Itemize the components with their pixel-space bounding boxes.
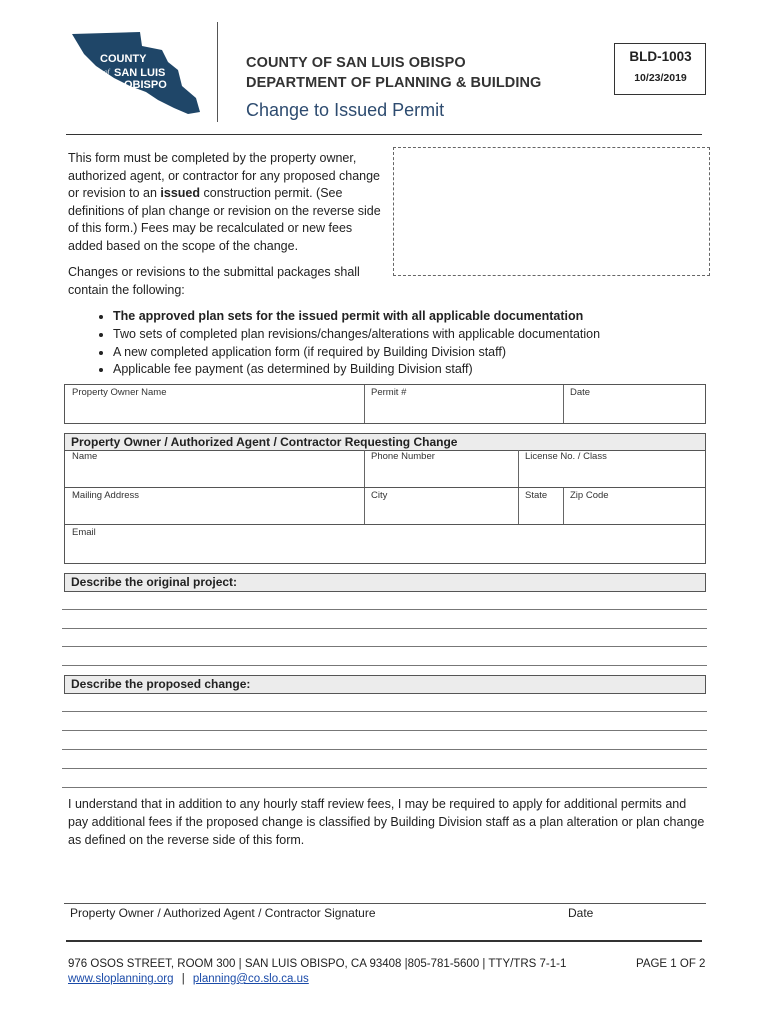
requester-row-1 xyxy=(64,450,706,488)
contains-paragraph: Changes or revisions to the submittal packages shall contain the following: xyxy=(68,265,360,297)
proposed-line[interactable] xyxy=(62,730,707,731)
list-item: • The approved plan sets for the issued permit with all applicable documentation xyxy=(113,308,733,326)
footer-links xyxy=(68,973,309,985)
form-title: Change to Issued Permit xyxy=(246,100,445,120)
original-line[interactable] xyxy=(62,609,707,610)
email-link[interactable]: planning@co.slo.ca.us xyxy=(192,973,309,985)
zip-label: Zip Code xyxy=(570,490,609,501)
list-item: • Two sets of completed plan revisions/changes/alterations with applicable documentation xyxy=(113,326,733,344)
date-cell[interactable] xyxy=(563,385,564,423)
proposed-line[interactable] xyxy=(62,749,707,750)
permit-cell[interactable] xyxy=(364,385,365,423)
signature-date-label: Date xyxy=(568,906,594,920)
requester-row-3 xyxy=(64,524,706,564)
original-heading: Describe the original project: xyxy=(64,573,706,592)
intro-bold-issued: issued xyxy=(160,186,201,201)
footer-rule xyxy=(66,940,702,942)
logo-text-of: of xyxy=(104,68,110,76)
email-label: Email xyxy=(72,527,96,538)
county-name: COUNTY OF SAN LUIS OBISPO xyxy=(246,55,466,71)
proposed-line[interactable] xyxy=(62,768,707,769)
permit-info-row xyxy=(64,384,706,424)
proposed-line[interactable] xyxy=(62,787,707,788)
original-line[interactable] xyxy=(62,646,707,647)
date-label: Date xyxy=(570,387,591,398)
city-label: City xyxy=(371,490,388,501)
office-use-box[interactable] xyxy=(393,147,710,276)
requester-row-2 xyxy=(64,487,706,525)
address-label: Mailing Address xyxy=(72,490,140,501)
page-number: PAGE 1 OF 2 xyxy=(636,958,706,970)
permit-label: Permit # xyxy=(371,387,407,398)
department-name: DEPARTMENT OF PLANNING & BUILDING xyxy=(246,75,542,91)
phone-label: Phone Number xyxy=(371,451,435,462)
owner-name-label: Property Owner Name xyxy=(72,387,167,398)
header-divider xyxy=(217,22,218,122)
proposed-line[interactable] xyxy=(62,711,707,712)
logo-text-obispo: OBISPO xyxy=(124,79,167,91)
header-rule xyxy=(66,134,702,135)
intro-paragraph: This form must be completed by the property owner, authorized agent, or contractor for any proposed change or revision to an issued construction permit. (See definitions of plan change or revision on the reverse side of this form.) Fees may be recalculated or new fees added based on the scope of the change. xyxy=(68,151,381,253)
list-item: • Applicable fee payment (as determined by Building Division staff) xyxy=(113,361,733,379)
name-label: Name xyxy=(72,451,98,462)
requester-heading: Property Owner / Authorized Agent / Contractor Requesting Change xyxy=(64,433,706,451)
list-item: • A new completed application form (if required by Building Division staff) xyxy=(113,344,733,362)
requirements-list xyxy=(88,308,733,379)
proposed-heading: Describe the proposed change: xyxy=(64,675,706,694)
website-link[interactable]: www.sloplanning.org xyxy=(68,973,174,985)
original-line[interactable] xyxy=(62,665,707,666)
signature-label: Property Owner / Authorized Agent / Contractor Signature xyxy=(70,906,376,920)
logo-text-county: COUNTY xyxy=(100,53,147,65)
link-separator: | xyxy=(181,973,185,985)
logo-text-san-luis: SAN LUIS xyxy=(114,67,166,79)
signature-line[interactable] xyxy=(64,903,706,904)
license-label: License No. / Class xyxy=(525,451,607,462)
county-logo xyxy=(66,28,206,120)
form-number: BLD-1003 xyxy=(629,49,692,64)
footer-address: 976 OSOS STREET, ROOM 300 | SAN LUIS OBISPO, CA 93408 |805-781-5600 | TTY/TRS 7-1-1 xyxy=(68,958,567,970)
acknowledgement-statement: I understand that in addition to any hourly staff review fees, I may be required to apply for additional permits and pay additional fees if the proposed change is classified by Building Division staff as a plan alteration or plan change as defined on the reverse side of this form. xyxy=(68,797,705,847)
original-line[interactable] xyxy=(62,628,707,629)
state-label: State xyxy=(525,490,548,501)
form-date: 10/23/2019 xyxy=(634,72,687,84)
